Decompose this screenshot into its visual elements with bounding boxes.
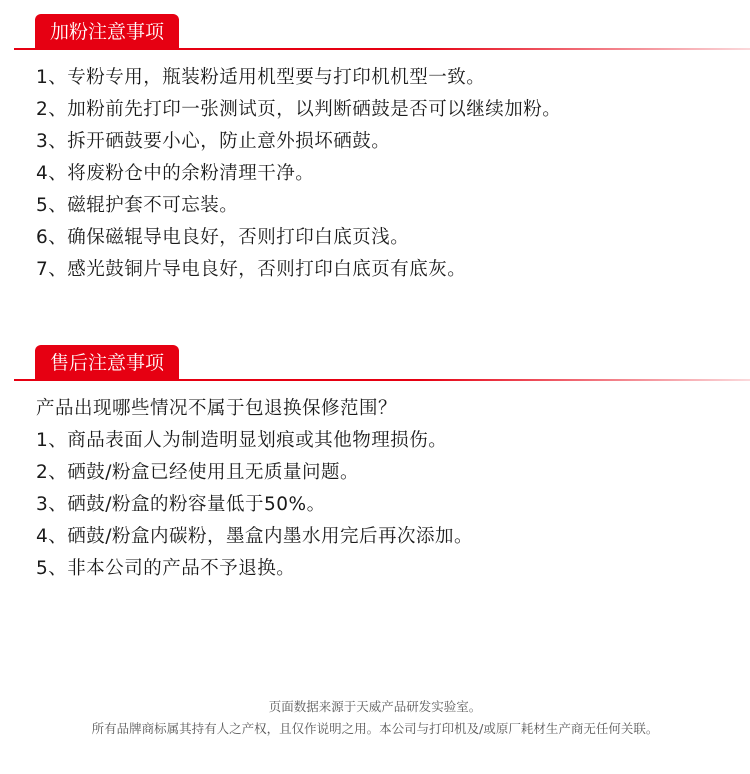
section-header-refill [14, 14, 750, 54]
footer-disclaimer [0, 696, 750, 740]
list-item: 6、确保磁辊导电良好，否则打印白底页浅。 [36, 227, 410, 248]
list-item: 7、感光鼓铜片导电良好，否则打印白底页有底灰。 [36, 259, 467, 280]
list-item: 2、硒鼓/粉盒已经使用且无质量问题。 [36, 462, 360, 483]
header-divider [14, 48, 750, 50]
header-divider [14, 379, 750, 381]
list-item: 4、硒鼓/粉盒内碳粉，墨盒内墨水用完后再次添加。 [36, 526, 474, 547]
section-header-aftersales [14, 345, 750, 385]
list-item: 5、磁辊护套不可忘装。 [36, 195, 239, 216]
refill-notes-list [36, 62, 740, 286]
list-item: 2、加粉前先打印一张测试页，以判断硒鼓是否可以继续加粉。 [36, 99, 562, 120]
list-item: 3、硒鼓/粉盒的粉容量低于50%。 [36, 494, 326, 515]
list-item: 5、非本公司的产品不予退换。 [36, 558, 296, 579]
list-item: 1、专粉专用，瓶装粉适用机型要与打印机机型一致。 [36, 67, 486, 88]
list-item: 4、将废粉仓中的余粉清理干净。 [36, 163, 315, 184]
section-title-aftersales: 售后注意事项 [35, 345, 179, 381]
list-item: 3、拆开硒鼓要小心，防止意外损坏硒鼓。 [36, 131, 391, 152]
section-title-refill: 加粉注意事项 [35, 14, 179, 50]
list-item: 1、商品表面人为制造明显划痕或其他物理损伤。 [36, 430, 448, 451]
footer-line-source: 页面数据来源于天威产品研发实验室。 [268, 699, 482, 714]
footer-line-trademark: 所有品牌商标属其持有人之产权，且仅作说明之用。本公司与打印机及/或原厂耗材生产商无任何关联。 [91, 721, 659, 736]
aftersales-question: 产品出现哪些情况不属于包退换保修范围？ [36, 398, 398, 419]
aftersales-notes-list [36, 393, 740, 585]
